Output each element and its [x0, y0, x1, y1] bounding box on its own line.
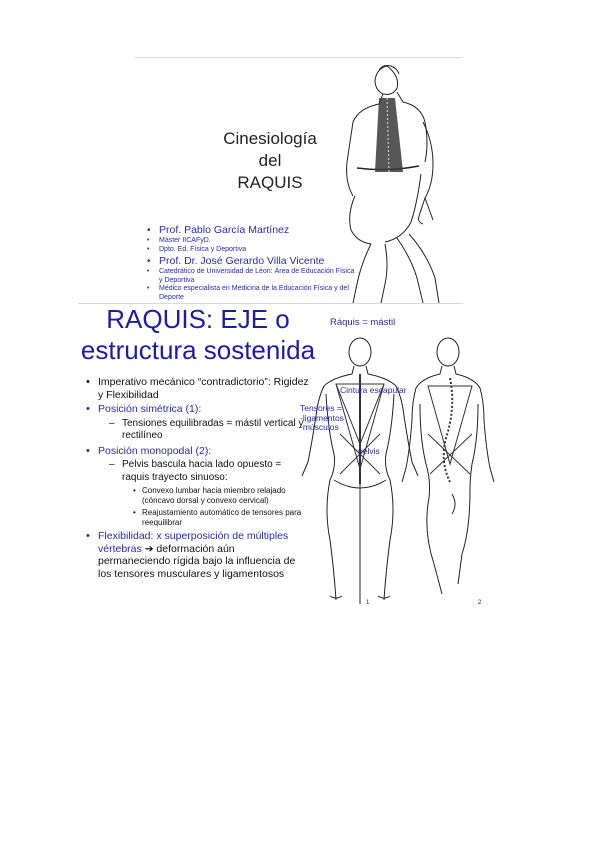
slide-title — [78, 304, 318, 366]
author-item: • Prof. Dr. José Gerardo Villa Vicente — [145, 255, 355, 268]
flexibilidad-heading: Flexibilidad: x superposición de múltiples vértebras — [98, 530, 289, 555]
cover-title-line-1: Cinesiología — [223, 129, 317, 148]
author-item: • Dpto. Ed. Física y Deportiva — [145, 246, 355, 255]
slide-raquis-eje — [78, 303, 482, 639]
label-raquis-mastil: Ráquis = mástil — [330, 317, 396, 328]
slide-title-line-2: estructura sostenida — [80, 335, 316, 365]
arrow-icon: ➔ — [144, 542, 154, 555]
cover-title-line-3: RAQUIS — [237, 173, 303, 192]
flexibilidad-text: deformación aún permaneciendo rígida bajo la influencia de los tensores musculares y ligamentosos — [98, 542, 296, 580]
figure-number-1: 1 — [366, 600, 370, 606]
label-tensores: Tensores = -ligamentos -músculos — [300, 403, 344, 432]
sub-bullet-item: – Pelvis bascula hacia lado opuesto = raquis trayecto sinuoso: — [84, 459, 309, 484]
bullet-item: • Posición simétrica (1): — [84, 403, 309, 416]
figure-number-2: 2 — [478, 600, 482, 606]
cover-title — [205, 128, 335, 194]
sub-sub-bullet-item: • Reajustamiento automático de tensores para reequilibrar — [84, 508, 309, 528]
author-item: • Prof. Pablo García Martínez — [145, 224, 355, 237]
slide-title-line-1: RAQUIS: EJE o — [106, 304, 290, 334]
cover-title-line-2: del — [258, 151, 282, 170]
label-cintura-escapular: Cintura escapular — [340, 385, 407, 395]
back-view-figures-illustration — [300, 334, 485, 634]
author-item: • Médico especialista en Medicina de la Educación Física y del Deporte — [145, 285, 355, 302]
bullet-item: • Imperativo mecánico “contradictorio”: Rigidez y Flexibilidad — [84, 376, 309, 401]
bullet-item: • Posición monopodal (2): — [84, 445, 309, 458]
bullet-list — [84, 374, 309, 580]
sub-bullet-item: – Tensiones equilibradas = mástil vertical y rectilíneo — [84, 418, 309, 443]
bullet-item-flexibilidad — [84, 530, 309, 580]
sub-sub-bullet-item: • Convexo lumbar hacia miembro relajado (cóncavo dorsal y convexo cervical) — [84, 486, 309, 506]
author-item: • Catedrático de Universidad de Léon: Área de Educación Física y Deportiva — [145, 268, 355, 285]
author-item: • Máster IICAFyD. — [145, 237, 355, 246]
label-pelvis: pelvis — [358, 446, 380, 456]
slide-cover — [135, 57, 463, 303]
author-list — [145, 223, 355, 302]
